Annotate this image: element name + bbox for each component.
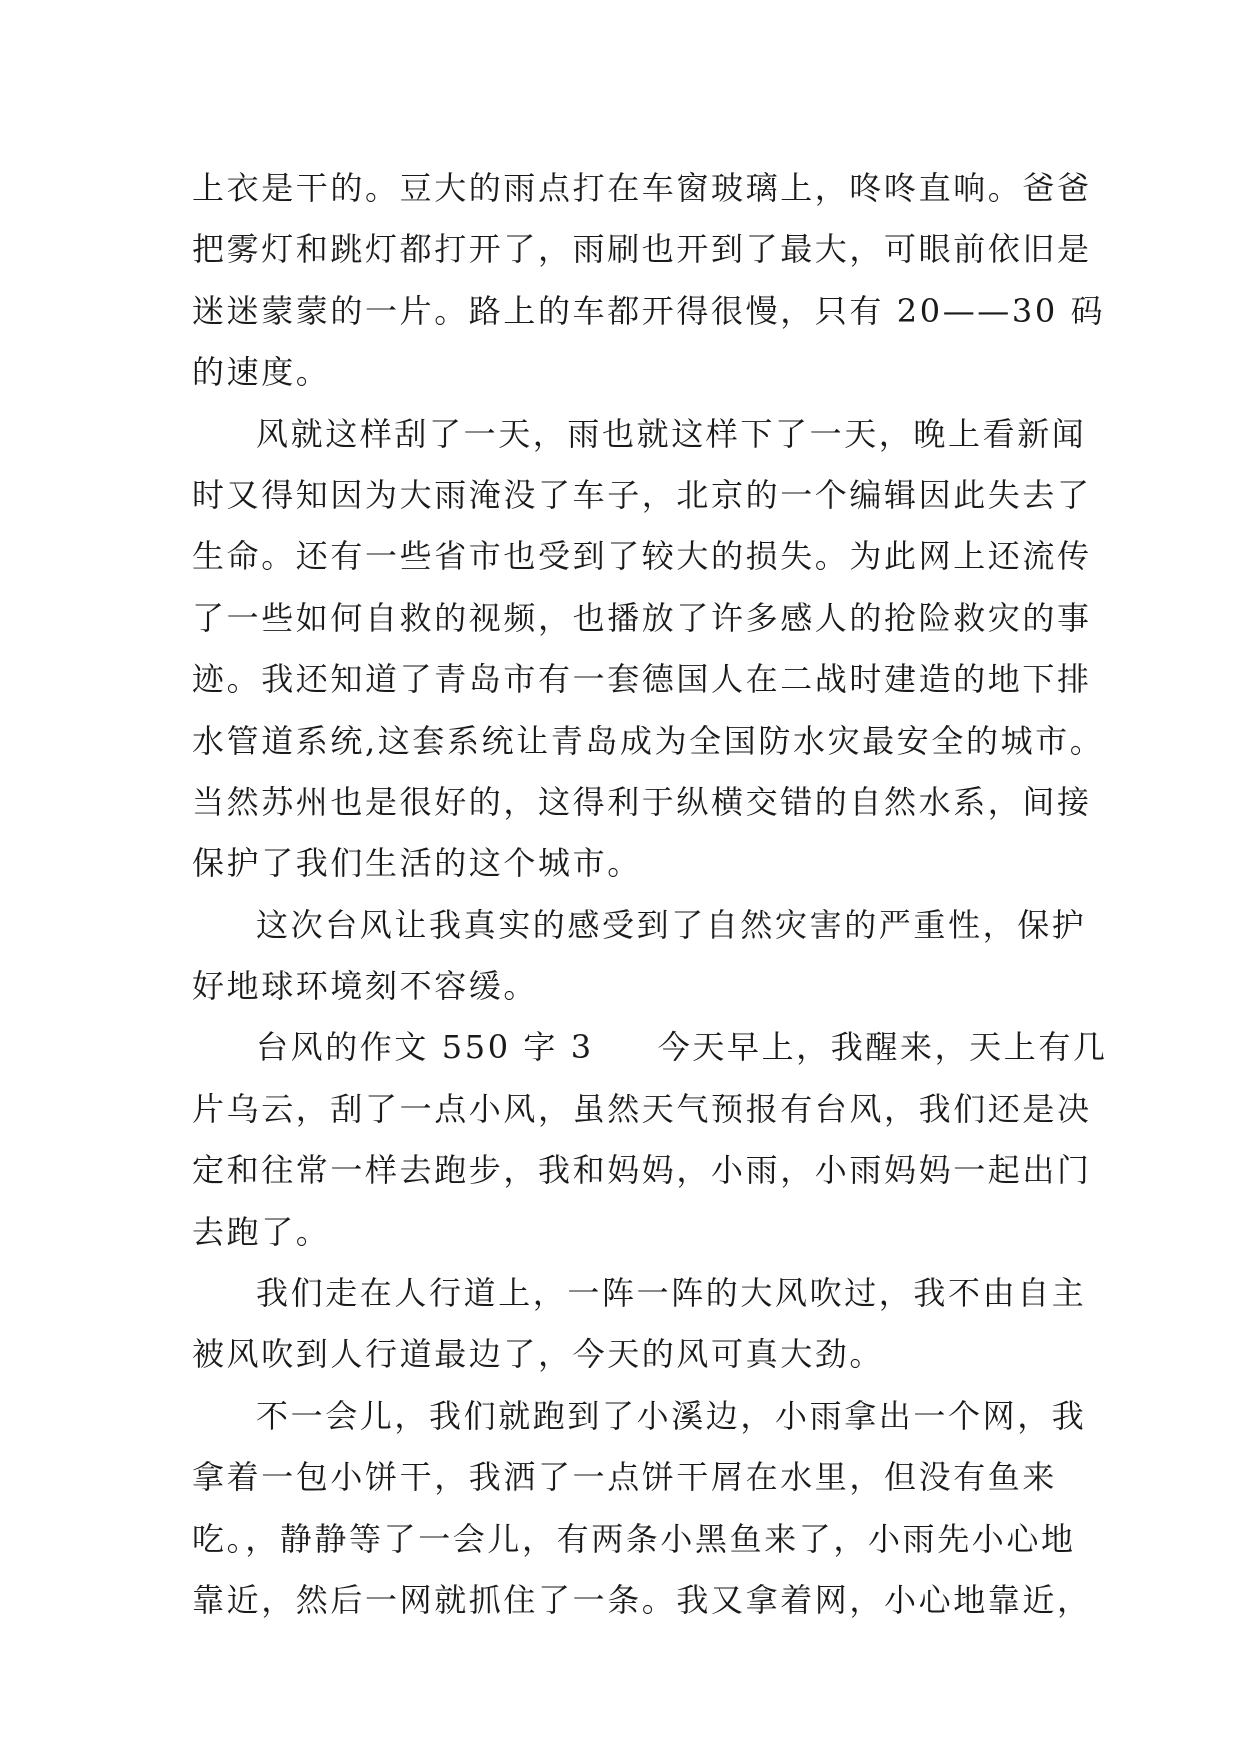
paragraph [192,158,1106,404]
text-line: 片乌云，刮了一点小风，虽然天气预报有台风，我们还是决 [192,1089,1092,1128]
paragraph [192,1263,1087,1386]
text-line: 我们走在人行道上，一阵一阵的大风吹过，我不由自主 [256,1274,1087,1313]
text-line: 定和往常一样去跑步，我和妈妈，小雨，小雨妈妈一起出门 [192,1151,1092,1190]
text-line: 保护了我们生活的这个城市。 [192,844,642,883]
section-heading: 台风的作文 550 字 3 [256,1028,594,1067]
text-line: 吃。，静静等了一会儿，有两条小黑鱼来了，小雨先小心地 [192,1519,1076,1558]
paragraph [192,404,1105,895]
text-line: 这次台风让我真实的感受到了自然灾害的严重性，保护 [256,905,1087,944]
text-line: 上衣是干的。豆大的雨点打在车窗玻璃上，咚咚直响。爸爸 [192,169,1092,207]
text-line: 好地球环境刻不容缓。 [192,967,539,1006]
document-body [192,158,1108,1631]
heading-line [192,1017,1108,1078]
text-line: 水管道系统,这套系统让青岛成为全国防水灾最安全的城市。 [192,721,1105,760]
paragraph [192,1017,1108,1263]
text-line: 去跑了。 [192,1212,331,1251]
text-line: 的速度。 [192,353,331,392]
text-line: 当然苏州也是很好的，这得利于纵横交错的自然水系，间接 [192,782,1092,821]
text-line: 把雾灯和跳灯都打开了，雨刷也开到了最大，可眼前依旧是 [192,230,1092,269]
text-line: 拿着一包小饼干，我洒了一点饼干屑在水里，但没有鱼来 [192,1458,1058,1497]
text-line: 靠近，然后一网就抓住了一条。我又拿着网，小心地靠近， [192,1580,1092,1619]
text-line: 生命。还有一些省市也受到了较大的损失。为此网上还流传 [192,537,1092,576]
paragraph [192,1386,1092,1632]
text-line: 迹。我还知道了青岛市有一套德国人在二战时建造的地下排 [192,660,1092,699]
text-line: 时又得知因为大雨淹没了车子，北京的一个编辑因此失去了 [192,475,1092,514]
text-line: 不一会儿，我们就跑到了小溪边，小雨拿出一个网，我 [256,1396,1087,1435]
heading-follow-text: 今天早上，我醒来，天上有几 [657,1028,1108,1067]
text-line: 被风吹到人行道最边了，今天的风可真大劲。 [192,1335,885,1374]
paragraph [192,895,1087,1018]
text-line: 迷迷蒙蒙的一片。路上的车都开得很慢，只有 20——30 码 [192,291,1106,330]
text-line: 风就这样刮了一天，雨也就这样下了一天，晚上看新闻 [256,414,1087,453]
text-line: 了一些如何自救的视频，也播放了许多感人的抢险救灾的事 [192,598,1092,637]
